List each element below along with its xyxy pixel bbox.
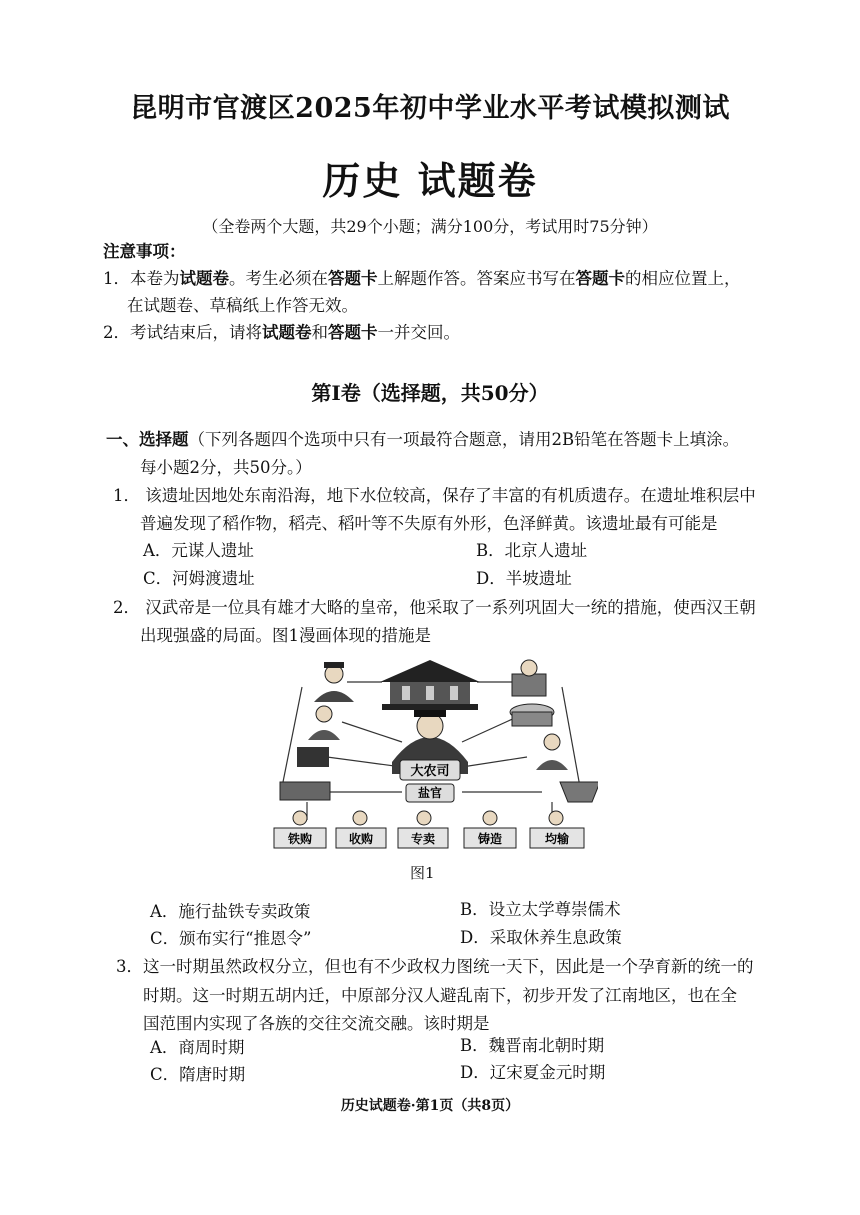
label-bottom-4: 铸造 [477,832,503,846]
q1-option-d: D．半坡遗址 [476,569,572,588]
q3-stem: 3．这一时期虽然政权分立，但也有不少政权力图统一天下，因此是一个孕育新的统一的 [116,957,754,976]
q2-stem: 2． 汉武帝是一位具有雄才大略的皇帝，他采取了一系列巩固大一统的措施，使西汉王朝 [113,598,756,617]
notice-text: 。考生必须在 [229,269,328,288]
q1-option-b: B．北京人遗址 [476,541,588,560]
notice-bold: 答题卡 [328,323,378,342]
label-bottom-1: 铁购 [287,832,313,846]
notice-text: 一并交回。 [377,323,460,342]
exam-title: 昆明市官渡区2025年初中学业水平考试模拟测试 [130,93,730,124]
box-left-icon [297,747,329,767]
q2-stem-line2: 出现强盛的局面。图1漫画体现的措施是 [140,626,431,645]
q2-option-b: B．设立太学尊崇儒术 [460,900,621,919]
figure-1-cartoon [262,652,598,852]
notice-item-1-line2: 在试题卷、草稿纸上作答无效。 [127,296,358,315]
notice-bold: 答题卡 [328,269,378,288]
exam-info: （全卷两个大题，共29个小题；满分100分，考试用时75分钟） [202,217,658,236]
official-right-icon [512,660,546,696]
notice-item-1 [103,265,741,289]
q2-option-a: A．施行盐铁专卖政策 [150,902,311,921]
figure-caption: 图1 [410,864,435,882]
page-footer: 历史试题卷·第1页（共8页） [340,1098,520,1114]
notice-text: 上解题作答。答案应书写在 [377,269,576,288]
label-yanguan: 盐官 [417,786,443,800]
q3-option-a: A．商周时期 [150,1038,245,1057]
label-bottom-3: 专卖 [410,832,436,846]
q1-stem-line2: 普遍发现了稻作物，稻壳、稻叶等不失原有外形，色泽鲜黄。该遗址最有可能是 [140,514,718,533]
q3-stem-line3: 国范围内实现了各族的交往交流交融。该时期是 [143,1014,490,1033]
bottom-officials [293,811,563,825]
bowl-right-icon [560,782,598,802]
q3-option-c: C．隋唐时期 [150,1065,246,1084]
notice-bold: 试题卷 [262,323,312,342]
q3-stem-line2: 时期。这一时期五胡内迁，中原部分汉人避乱南下，初步开发了江南地区，也在全 [143,986,737,1005]
q3-option-d: D．辽宋夏金元时期 [460,1063,606,1082]
label-danongsi: 大农司 [410,764,450,779]
notice-item-2 [103,319,460,343]
official-mid-left-icon [308,706,340,740]
section-title: 第Ⅰ卷（选择题，共50分） [311,381,549,405]
notice-text: 1．本卷为 [103,269,180,288]
cartoon-illustration [262,652,598,852]
notice-text: 和 [311,323,328,342]
q2-option-c: C．颁布实行“推恩令” [150,929,312,948]
notice-bold: 试题卷 [179,269,229,288]
q1-option-a: A．元谋人遗址 [143,541,254,560]
q3-option-b: B．魏晋南北朝时期 [460,1036,605,1055]
q1-option-c: C．河姆渡遗址 [143,569,255,588]
section-instructions-line2: 每小题2分，共50分。） [140,458,312,477]
notice-text: 的相应位置上， [625,269,741,288]
palace-icon [380,660,480,710]
label-bottom-2: 收购 [348,832,374,846]
grain-basket-icon [510,704,554,726]
section-text: （下列各题四个选项中只有一项最符合题意，请用2B铅笔在答题卡上填涂。 [188,430,740,449]
cart-left-icon [280,782,330,800]
notice-bold: 答题卡 [575,269,625,288]
q1-stem: 1． 该遗址因地处东南沿海，地下水位较高，保存了丰富的有机质遗存。在遗址堆积层中 [113,486,756,505]
official-mid-right-icon [536,734,568,770]
paper-subtitle: 历史 试题卷 [322,158,538,203]
notice-text: 2．考试结束后，请将 [103,323,262,342]
section-instructions [106,426,739,450]
q2-option-d: D．采取休养生息政策 [460,928,622,947]
label-bottom-5: 均输 [544,832,570,846]
section-label: 一、选择题 [106,430,189,449]
notice-heading: 注意事项： [103,242,186,261]
